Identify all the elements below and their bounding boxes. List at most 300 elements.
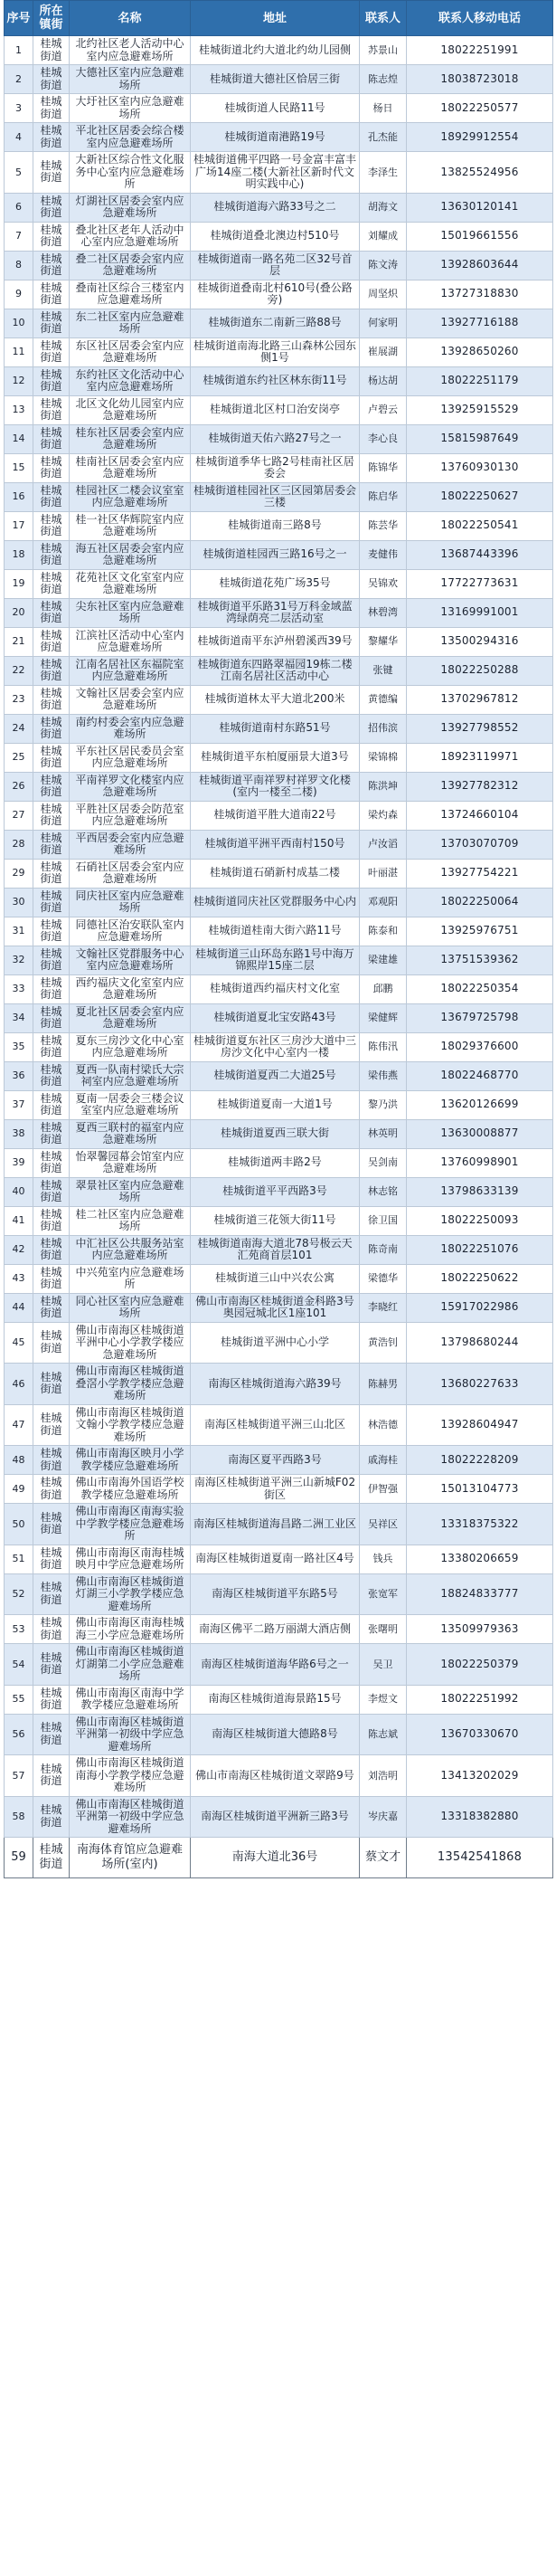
row-phone: 17722773631 [407, 569, 553, 598]
row-street: 桂城街道 [33, 1003, 70, 1032]
row-street: 桂城街道 [33, 1755, 70, 1797]
row-address: 桂城街道夏南一大道1号 [191, 1090, 360, 1119]
row-number: 27 [5, 801, 33, 830]
row-shelter-name: 佛山市南海区南海桂城映月中学应急避难场所 [70, 1545, 191, 1573]
row-phone: 18029376600 [407, 1032, 553, 1061]
row-shelter-name: 佛山市南海区映月小学教学楼应急避难场所 [70, 1446, 191, 1475]
table-row [5, 772, 553, 801]
table-row [5, 801, 553, 830]
row-street: 桂城街道 [33, 946, 70, 974]
table-header [5, 1, 553, 36]
row-contact: 孔杰能 [360, 123, 407, 152]
row-street: 桂城街道 [33, 1119, 70, 1148]
row-phone: 18929912554 [407, 123, 553, 152]
row-shelter-name: 江滨社区活动中心室内应急避难场所 [70, 627, 191, 656]
row-phone: 13542541868 [407, 1838, 553, 1878]
row-contact: 林志铭 [360, 1177, 407, 1206]
row-shelter-name: 夏西一队南村梁氏大宗祠室内应急避难场所 [70, 1061, 191, 1090]
row-contact: 陈芸华 [360, 511, 407, 540]
row-number: 38 [5, 1119, 33, 1148]
row-shelter-name: 叠二社区居委会室内应急避难场所 [70, 251, 191, 280]
row-number: 31 [5, 917, 33, 946]
row-street: 桂城街道 [33, 1685, 70, 1714]
row-street: 桂城街道 [33, 1446, 70, 1475]
row-phone: 13509979363 [407, 1615, 553, 1644]
row-phone: 13925976751 [407, 917, 553, 946]
row-street: 桂城街道 [33, 395, 70, 424]
table-row [5, 743, 553, 772]
row-address: 桂城街道东约社区林东街11号 [191, 366, 360, 395]
row-number: 47 [5, 1404, 33, 1446]
row-street: 桂城街道 [33, 36, 70, 65]
row-shelter-name: 佛山市南海区桂城街道叠滘小学教学楼应急避难场所 [70, 1364, 191, 1405]
row-address: 桂城街道夏西二大道25号 [191, 1061, 360, 1090]
row-shelter-name: 佛山市南海区桂城街道灯湖第二小学应急避难场所 [70, 1644, 191, 1686]
row-shelter-name: 中兴苑室内应急避难场所 [70, 1264, 191, 1293]
row-phone: 13670330670 [407, 1714, 553, 1755]
row-phone: 13751539362 [407, 946, 553, 974]
row-number: 24 [5, 714, 33, 743]
row-shelter-name: 尖东社区室内应急避难场所 [70, 598, 191, 627]
row-number: 51 [5, 1545, 33, 1573]
table-row [5, 1032, 553, 1061]
row-phone: 13798680244 [407, 1322, 553, 1364]
row-phone: 13620126699 [407, 1090, 553, 1119]
row-street: 桂城街道 [33, 1206, 70, 1235]
row-contact: 吴锦欢 [360, 569, 407, 598]
row-phone: 18022251179 [407, 366, 553, 395]
table-row [5, 1090, 553, 1119]
table-row [5, 1364, 553, 1405]
row-number: 48 [5, 1446, 33, 1475]
row-shelter-name: 佛山市南海区桂城街道平洲中心小学教学楼应急避难场所 [70, 1322, 191, 1364]
header-address: 地址 [191, 1, 360, 36]
table-row [5, 1206, 553, 1235]
row-number: 9 [5, 280, 33, 309]
row-number: 4 [5, 123, 33, 152]
table-row [5, 251, 553, 280]
table-row [5, 65, 553, 94]
row-number: 36 [5, 1061, 33, 1090]
row-contact: 戚海桂 [360, 1446, 407, 1475]
row-number: 56 [5, 1714, 33, 1755]
row-address: 桂城街道平洲平西南村150号 [191, 830, 360, 859]
row-shelter-name: 北约社区老人活动中心室内应急避难场所 [70, 36, 191, 65]
row-street: 桂城街道 [33, 1796, 70, 1838]
row-phone: 18038723018 [407, 65, 553, 94]
row-number: 28 [5, 830, 33, 859]
row-street: 桂城街道 [33, 251, 70, 280]
row-phone: 18022468770 [407, 1061, 553, 1090]
row-shelter-name: 夏北社区居委会室内应急避难场所 [70, 1003, 191, 1032]
table-row [5, 152, 553, 194]
row-address: 桂城街道桂园西三路16号之一 [191, 540, 360, 569]
row-address: 桂城街道平乐路31号万科金域蓝湾绿荫亮二层活动室 [191, 598, 360, 627]
row-shelter-name: 文翰社区党群服务中心室内应急避难场所 [70, 946, 191, 974]
row-shelter-name: 灯湖社区居委会室内应急避难场所 [70, 193, 191, 222]
row-contact: 梁建雄 [360, 946, 407, 974]
table-body [5, 36, 553, 1878]
table-row [5, 511, 553, 540]
row-contact: 周坚炽 [360, 280, 407, 309]
row-contact: 邱鹏 [360, 974, 407, 1003]
row-address: 南海区桂城街道海景路15号 [191, 1685, 360, 1714]
table-row [5, 1322, 553, 1364]
row-number: 40 [5, 1177, 33, 1206]
row-address: 桂城街道大德社区恰居三街 [191, 65, 360, 94]
row-number: 26 [5, 772, 33, 801]
row-address: 桂城街道东四路翠福园19栋二楼江南名居社区活动中心 [191, 656, 360, 685]
row-number: 44 [5, 1293, 33, 1322]
row-number: 50 [5, 1504, 33, 1545]
row-shelter-name: 同心社区室内应急避难场所 [70, 1293, 191, 1322]
row-address: 南海区佛平二路万丽湖大酒店侧 [191, 1615, 360, 1644]
table-row [5, 1293, 553, 1322]
row-shelter-name: 佛山市南海区南海中学教学楼应急避难场所 [70, 1685, 191, 1714]
row-number: 11 [5, 337, 33, 366]
table-row [5, 1235, 553, 1264]
row-address: 南海区桂城街道平洲新三路3号 [191, 1796, 360, 1838]
row-shelter-name: 平东社区居民委员会室内应急避难场所 [70, 743, 191, 772]
row-contact: 陈奇南 [360, 1235, 407, 1264]
row-number: 14 [5, 424, 33, 453]
row-street: 桂城街道 [33, 1061, 70, 1090]
table-row [5, 974, 553, 1003]
row-street: 桂城街道 [33, 1504, 70, 1545]
row-address: 桂城街道南一路名苑二区32号首层 [191, 251, 360, 280]
row-phone: 13928603644 [407, 251, 553, 280]
row-number: 16 [5, 482, 33, 511]
row-phone: 18923119971 [407, 743, 553, 772]
row-number: 20 [5, 598, 33, 627]
row-contact: 苏景山 [360, 36, 407, 65]
row-contact: 陈志煌 [360, 65, 407, 94]
row-phone: 13679725798 [407, 1003, 553, 1032]
table-row [5, 222, 553, 251]
row-address: 桂城街道平东柏厦丽景大道3号 [191, 743, 360, 772]
row-shelter-name: 南海体育馆应急避难场所(室内) [70, 1838, 191, 1878]
row-phone: 13413202029 [407, 1755, 553, 1797]
row-street: 桂城街道 [33, 1404, 70, 1446]
row-contact: 张曙明 [360, 1615, 407, 1644]
row-street: 桂城街道 [33, 1322, 70, 1364]
row-shelter-name: 佛山市南海区桂城街道平洲第一初级中学应急避难场所 [70, 1714, 191, 1755]
row-address: 南海大道北36号 [191, 1838, 360, 1878]
row-number: 52 [5, 1573, 33, 1615]
row-shelter-name: 南约村委会室内应急避难场所 [70, 714, 191, 743]
row-contact: 梁锦棉 [360, 743, 407, 772]
row-address: 桂城街道西约福庆村文化室 [191, 974, 360, 1003]
table-row [5, 1615, 553, 1644]
table-row [5, 1446, 553, 1475]
row-shelter-name: 翠景社区室内应急避难场所 [70, 1177, 191, 1206]
row-street: 桂城街道 [33, 152, 70, 194]
row-address: 桂城街道叠北澳边村510号 [191, 222, 360, 251]
row-shelter-name: 中汇社区公共服务站室内应急避难场所 [70, 1235, 191, 1264]
row-contact: 邓观阳 [360, 888, 407, 917]
row-address: 桂城街道平平西路3号 [191, 1177, 360, 1206]
table-row [5, 1714, 553, 1755]
row-number: 23 [5, 685, 33, 714]
table-row [5, 1003, 553, 1032]
row-contact: 吴剑南 [360, 1148, 407, 1177]
row-phone: 13825524956 [407, 152, 553, 194]
table-row [5, 395, 553, 424]
row-shelter-name: 夏东三房沙文化中心室内应急避难场所 [70, 1032, 191, 1061]
table-row [5, 1475, 553, 1504]
row-address: 桂城街道两丰路2号 [191, 1148, 360, 1177]
row-address: 桂城街道季华七路2号桂南社区居委会 [191, 453, 360, 482]
row-street: 桂城街道 [33, 888, 70, 917]
table-row [5, 482, 553, 511]
row-street: 桂城街道 [33, 222, 70, 251]
row-address: 桂城街道夏东社区三房沙大道中三房沙文化中心室内一楼 [191, 1032, 360, 1061]
row-street: 桂城街道 [33, 685, 70, 714]
row-contact: 李心良 [360, 424, 407, 453]
row-shelter-name: 西约福庆文化室室内应急避难场所 [70, 974, 191, 1003]
table-row [5, 569, 553, 598]
row-number: 30 [5, 888, 33, 917]
row-shelter-name: 桂东社区居委会室内应急避难场所 [70, 424, 191, 453]
row-street: 桂城街道 [33, 714, 70, 743]
row-phone: 18022250093 [407, 1206, 553, 1235]
row-shelter-name: 江南名居社区东福院室内应急避难场所 [70, 656, 191, 685]
row-contact: 陈洪坤 [360, 772, 407, 801]
table-row [5, 366, 553, 395]
row-phone: 18022250288 [407, 656, 553, 685]
row-contact: 张键 [360, 656, 407, 685]
table-row [5, 917, 553, 946]
row-shelter-name: 文翰社区居委会室内应急避难场所 [70, 685, 191, 714]
table-row [5, 714, 553, 743]
row-street: 桂城街道 [33, 511, 70, 540]
row-contact: 梁德华 [360, 1264, 407, 1293]
row-number: 3 [5, 94, 33, 123]
row-contact: 林英明 [360, 1119, 407, 1148]
row-number: 59 [5, 1838, 33, 1878]
row-street: 桂城街道 [33, 1364, 70, 1405]
row-shelter-name: 平西居委会室内应急避难场所 [70, 830, 191, 859]
shelter-table [4, 0, 553, 1878]
row-contact: 吴祥区 [360, 1504, 407, 1545]
row-contact: 李晓红 [360, 1293, 407, 1322]
row-number: 37 [5, 1090, 33, 1119]
row-street: 桂城街道 [33, 366, 70, 395]
row-street: 桂城街道 [33, 337, 70, 366]
row-address: 桂城街道石硝新村成基二楼 [191, 859, 360, 888]
table-row [5, 1177, 553, 1206]
table-row [5, 1404, 553, 1446]
row-street: 桂城街道 [33, 1644, 70, 1686]
row-address: 南海区桂城街道平东路5号 [191, 1573, 360, 1615]
table-row [5, 859, 553, 888]
table-row [5, 1644, 553, 1686]
row-number: 15 [5, 453, 33, 482]
table-row [5, 830, 553, 859]
table-row [5, 94, 553, 123]
row-phone: 13680227633 [407, 1364, 553, 1405]
row-number: 21 [5, 627, 33, 656]
row-contact: 张宽军 [360, 1573, 407, 1615]
row-address: 桂城街道人民路11号 [191, 94, 360, 123]
row-street: 桂城街道 [33, 1475, 70, 1504]
row-street: 桂城街道 [33, 1293, 70, 1322]
row-contact: 刘耀成 [360, 222, 407, 251]
row-address: 桂城街道平洲中心小学 [191, 1322, 360, 1364]
table-row [5, 685, 553, 714]
row-phone: 13169991001 [407, 598, 553, 627]
row-phone: 13687443396 [407, 540, 553, 569]
row-street: 桂城街道 [33, 540, 70, 569]
row-street: 桂城街道 [33, 627, 70, 656]
row-contact: 梁灼森 [360, 801, 407, 830]
row-shelter-name: 平北社区居委会综合楼室内应急避难场所 [70, 123, 191, 152]
row-address: 南海区桂城街道海华路6号之一 [191, 1644, 360, 1686]
row-phone: 15013104773 [407, 1475, 553, 1504]
row-number: 7 [5, 222, 33, 251]
row-phone: 13927798552 [407, 714, 553, 743]
row-phone: 13927716188 [407, 309, 553, 337]
table-row [5, 1685, 553, 1714]
row-street: 桂城街道 [33, 1177, 70, 1206]
row-phone: 18022251992 [407, 1685, 553, 1714]
row-address: 南海区桂城街道大德路8号 [191, 1714, 360, 1755]
row-shelter-name: 佛山市南海外国语学校教学楼应急避难场所 [70, 1475, 191, 1504]
row-shelter-name: 大德社区室内应急避难场所 [70, 65, 191, 94]
table-row [5, 1796, 553, 1838]
row-street: 桂城街道 [33, 772, 70, 801]
row-address: 佛山市南海区桂城街道金科路3号奥园冠城北区1座101 [191, 1293, 360, 1322]
table-row [5, 453, 553, 482]
row-contact: 卢汝滔 [360, 830, 407, 859]
row-phone: 13318382880 [407, 1796, 553, 1838]
row-street: 桂城街道 [33, 1235, 70, 1264]
row-phone: 13630120141 [407, 193, 553, 222]
row-number: 33 [5, 974, 33, 1003]
row-address: 南海区桂城街道海昌路二洲工业区 [191, 1504, 360, 1545]
row-phone: 18022228209 [407, 1446, 553, 1475]
table-row [5, 946, 553, 974]
row-number: 45 [5, 1322, 33, 1364]
table-row [5, 36, 553, 65]
row-contact: 刘浩明 [360, 1755, 407, 1797]
table-row [5, 540, 553, 569]
row-shelter-name: 叠北社区老年人活动中心室内应急避难场所 [70, 222, 191, 251]
row-phone: 13724660104 [407, 801, 553, 830]
row-address: 南海区桂城街道海六路39号 [191, 1364, 360, 1405]
table-row [5, 1148, 553, 1177]
row-address: 桂城街道叠南北村610号(叠公路旁) [191, 280, 360, 309]
row-contact: 林碧湾 [360, 598, 407, 627]
row-number: 1 [5, 36, 33, 65]
row-street: 桂城街道 [33, 280, 70, 309]
row-contact: 伊智强 [360, 1475, 407, 1504]
row-street: 桂城街道 [33, 1838, 70, 1878]
row-shelter-name: 佛山市南海区桂城街道平洲第一初级中学应急避难场所 [70, 1796, 191, 1838]
row-address: 桂城街道夏西三联大街 [191, 1119, 360, 1148]
row-phone: 13318375322 [407, 1504, 553, 1545]
row-contact: 陈锦华 [360, 453, 407, 482]
row-street: 桂城街道 [33, 1615, 70, 1644]
row-number: 39 [5, 1148, 33, 1177]
row-contact: 陈启华 [360, 482, 407, 511]
table-row [5, 1755, 553, 1797]
row-phone: 13703070709 [407, 830, 553, 859]
row-shelter-name: 东约社区文化活动中心室内应急避难场所 [70, 366, 191, 395]
row-shelter-name: 平南祥罗文化楼室内应急避难场所 [70, 772, 191, 801]
row-address: 桂城街道同庆社区党群服务中心内 [191, 888, 360, 917]
row-contact: 黎乃洪 [360, 1090, 407, 1119]
row-number: 10 [5, 309, 33, 337]
row-address: 南海区桂城街道夏南一路社区4号 [191, 1545, 360, 1573]
row-address: 桂城街道三花领大街11号 [191, 1206, 360, 1235]
row-shelter-name: 桂南社区居委会室内应急避难场所 [70, 453, 191, 482]
row-contact: 陈文涛 [360, 251, 407, 280]
row-phone: 13500294316 [407, 627, 553, 656]
row-street: 桂城街道 [33, 65, 70, 94]
header-no: 序号 [5, 1, 33, 36]
row-shelter-name: 平胜社区居委会防范室内应急避难场所 [70, 801, 191, 830]
row-shelter-name: 夏南一居委会三楼会议室室内应急避难场所 [70, 1090, 191, 1119]
row-address: 南海区夏平西路3号 [191, 1446, 360, 1475]
header-street: 所在镇街 [33, 1, 70, 36]
row-street: 桂城街道 [33, 453, 70, 482]
row-street: 桂城街道 [33, 193, 70, 222]
row-shelter-name: 花苑社区文化室室内应急避难场所 [70, 569, 191, 598]
row-phone: 15019661556 [407, 222, 553, 251]
row-street: 桂城街道 [33, 1148, 70, 1177]
row-contact: 梁健辉 [360, 1003, 407, 1032]
row-address: 桂城街道花苑广场35号 [191, 569, 360, 598]
row-address: 桂城街道三山中兴农公寓 [191, 1264, 360, 1293]
row-number: 58 [5, 1796, 33, 1838]
table-row [5, 1264, 553, 1293]
row-phone: 18022250379 [407, 1644, 553, 1686]
row-street: 桂城街道 [33, 94, 70, 123]
row-shelter-name: 北区文化幼儿园室内应急避难场所 [70, 395, 191, 424]
table-row [5, 888, 553, 917]
row-contact: 崔展湖 [360, 337, 407, 366]
table-row [5, 424, 553, 453]
row-number: 12 [5, 366, 33, 395]
row-street: 桂城街道 [33, 1714, 70, 1755]
row-contact: 陈志斌 [360, 1714, 407, 1755]
row-address: 桂城街道平南祥罗村祥罗文化楼(室内一楼至二楼) [191, 772, 360, 801]
row-contact: 李煜文 [360, 1685, 407, 1714]
row-contact: 岑庆嘉 [360, 1796, 407, 1838]
header-row [5, 1, 553, 36]
row-address: 桂城街道夏北宝安路43号 [191, 1003, 360, 1032]
row-contact: 陈赫男 [360, 1364, 407, 1405]
row-address: 桂城街道南海北路三山森林公园东侧1号 [191, 337, 360, 366]
row-shelter-name: 佛山市南海区南海实验中学教学楼应急避难场所 [70, 1504, 191, 1545]
row-address: 桂城街道东二南新三路88号 [191, 309, 360, 337]
table-row [5, 627, 553, 656]
row-address: 桂城街道南平东泸州碧溪西39号 [191, 627, 360, 656]
row-number: 2 [5, 65, 33, 94]
row-shelter-name: 石硝社区居委会室内应急避难场所 [70, 859, 191, 888]
row-street: 桂城街道 [33, 1090, 70, 1119]
row-address: 南海区桂城街道平洲三山北区 [191, 1404, 360, 1446]
row-phone: 18022250354 [407, 974, 553, 1003]
row-street: 桂城街道 [33, 743, 70, 772]
row-street: 桂城街道 [33, 1545, 70, 1573]
row-contact: 钱兵 [360, 1545, 407, 1573]
row-number: 17 [5, 511, 33, 540]
row-number: 29 [5, 859, 33, 888]
row-phone: 15815987649 [407, 424, 553, 453]
table-row [5, 598, 553, 627]
